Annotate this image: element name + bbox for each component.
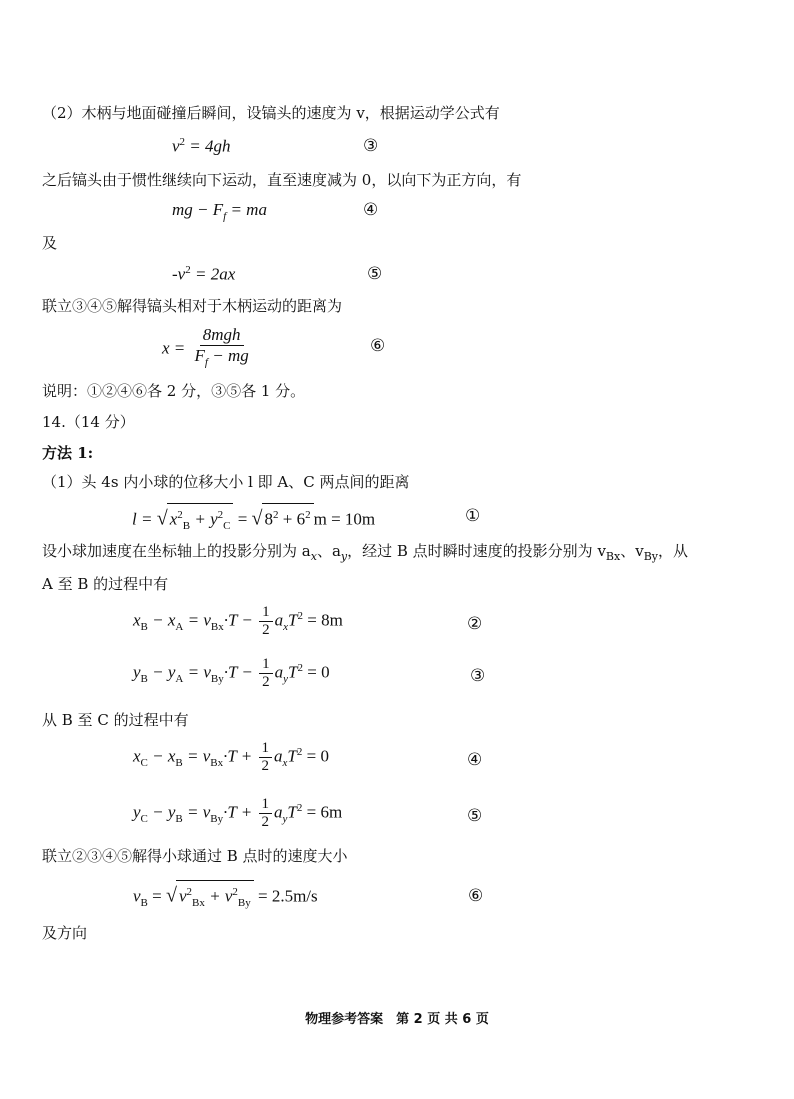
equation-5: $-v^2 = 2ax$ — [172, 264, 236, 284]
q14-equation-2: $x_B - x_A = v_{Bx}\cdot T$ − $\frac{1}{2}$ $a_xT^2 = 8m$ — [133, 604, 343, 638]
page-footer: 物理参考答案 第 2 页 共 6 页 — [305, 1012, 489, 1027]
q14-equation-2-marker: ② — [467, 614, 483, 634]
q14-equation-4-marker: ④ — [467, 750, 483, 770]
q14-equation-4: $x_C - x_B = v_{Bx}\cdot T$ + $\frac{1}{2}$ $a_xT^2 = 0$ — [133, 740, 329, 774]
q14-equation-1: l = √ $x^2_B + y^2_C$ = √ $8^2 + 6^2$ m = 10m — [132, 503, 375, 537]
q14-equation-5-marker: ⑤ — [467, 806, 483, 826]
q14-equation-1-marker: ① — [465, 506, 481, 526]
equation-6: x = $\frac{\text{8mgh}}{F_f - mg}$ — [162, 325, 249, 369]
q14-part6-text: 及方向 — [42, 924, 88, 942]
scoring-note: 说明：①②④⑥各 2 分，③⑤各 1 分。 — [42, 382, 306, 400]
question-14-heading: 14.（14 分） — [42, 413, 135, 431]
equation-6-marker: ⑥ — [370, 336, 386, 356]
equation-3-marker: ③ — [363, 136, 379, 156]
q14-equation-6: $v_B$ = √ $v^2_{Bx} + v^2_{By} = 2.5m/s$ — [133, 880, 318, 914]
q14-part5-text: 联立②③④⑤解得小球通过 B 点时的速度大小 — [42, 847, 348, 865]
q14-equation-6-marker: ⑥ — [468, 886, 484, 906]
method-1-heading: 方法 1: — [42, 444, 94, 462]
q14-equation-3: $y_B - y_A = v_{By}\cdot T$ − $\frac{1}{2}$ $a_yT^2 = 0$ — [133, 656, 330, 690]
part2-combine: 联立③④⑤解得镐头相对于木柄运动的距离为 — [42, 297, 343, 315]
equation-4: mg − $F_f$ = ma — [172, 200, 267, 223]
equation-3: $v^2 = 4gh$ — [172, 136, 231, 156]
part2-and: 及 — [42, 234, 58, 252]
q14-part1-text: （1）头 4s 内小球的位移大小 l 即 A、C 两点间的距离 — [42, 473, 410, 491]
q14-part4-text: 从 B 至 C 的过程中有 — [42, 711, 189, 729]
q14-equation-3-marker: ③ — [470, 666, 486, 686]
q14-part2-text: 设小球加速度在坐标轴上的投影分别为 $a_x$、$a_y$，经过 B 点时瞬时速度的投影分别为 $v_{Bx}$、$v_{By}$，从 — [42, 542, 689, 563]
equation-4-marker: ④ — [363, 200, 379, 220]
part2-after-text: 之后镐头由于惯性继续向下运动，直至速度减为 0，以向下为正方向，有 — [42, 171, 522, 189]
equation-5-marker: ⑤ — [367, 264, 383, 284]
q14-part3-text: A 至 B 的过程中有 — [42, 575, 169, 593]
q14-equation-5: $y_C - y_B = v_{By}\cdot T$ + $\frac{1}{2}$ $a_yT^2 = 6m$ — [133, 796, 343, 830]
part2-intro: （2）木柄与地面碰撞后瞬间，设镐头的速度为 v，根据运动学公式有 — [42, 104, 500, 122]
